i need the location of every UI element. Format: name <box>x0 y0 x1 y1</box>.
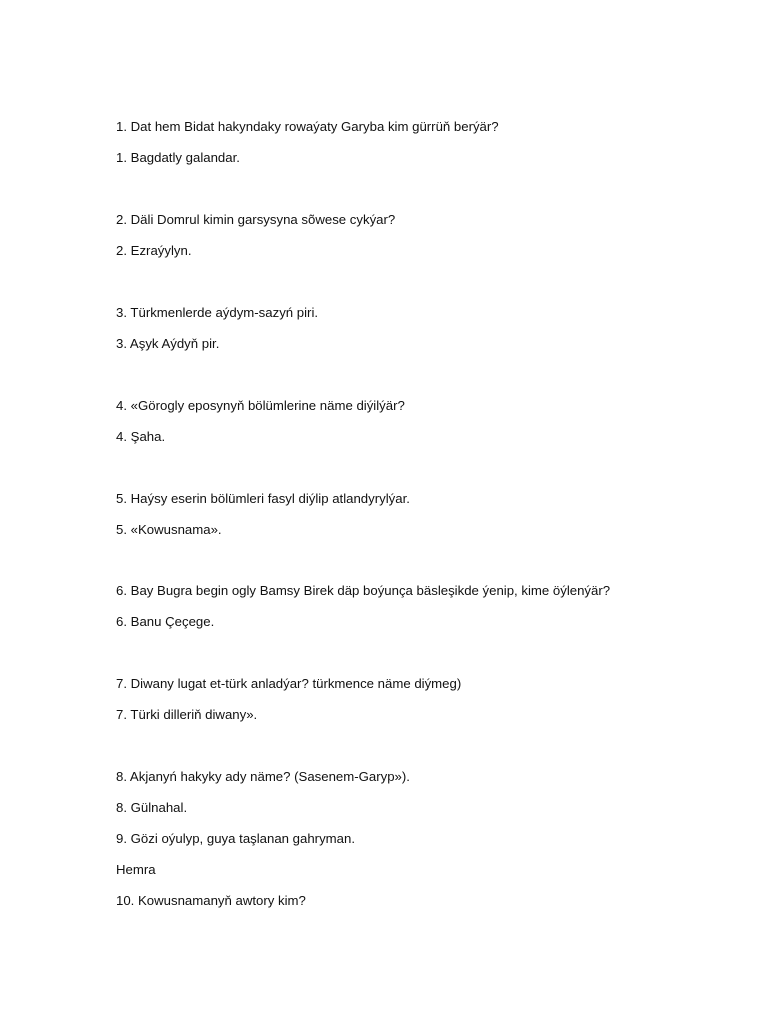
question-1: 1. Dat hem Bidat hakyndaky rowaýaty Garyba kim gürrüň berýär? <box>116 119 499 134</box>
answer-5: 5. «Kowusnama». <box>116 522 222 537</box>
answer-2: 2. Ezraýylyn. <box>116 243 192 258</box>
question-10: 10. Kowusnamanyň awtory kim? <box>116 893 306 908</box>
answer-3: 3. Aşyk Aýdyň pir. <box>116 336 220 351</box>
question-5: 5. Haýsy eserin bölümleri fasyl diýlip atlandyrylýar. <box>116 491 410 506</box>
question-2: 2. Däli Domrul kimin garsysyna sõwese cykýar? <box>116 212 396 227</box>
answer-8: 8. Gülnahal. <box>116 800 188 815</box>
answer-6: 6. Banu Çeçege. <box>116 614 215 629</box>
question-9: 9. Gözi oýulyp, guya taşlanan gahryman. <box>116 831 355 846</box>
question-6: 6. Bay Bugra begin ogly Bamsy Birek däp boýunça bäsleşikde ýenip, kime öýlenýär? <box>116 583 611 598</box>
question-7: 7. Diwany lugat et-türk anladýar? türkmence näme diýmeg) <box>116 676 462 691</box>
answer-9: Hemra <box>116 862 156 877</box>
answer-1: 1. Bagdatly galandar. <box>116 150 240 165</box>
answer-7: 7. Türki dilleriň diwany». <box>116 707 258 722</box>
question-8: 8. Akjanyń hakyky ady näme? (Sasenem-Garyp»). <box>116 769 410 784</box>
question-4: 4. «Görogly eposynyň bölümlerine näme diýilýär? <box>116 398 405 413</box>
answer-4: 4. Şaha. <box>116 429 166 444</box>
question-3: 3. Türkmenlerde aýdym-sazyń piri. <box>116 305 319 320</box>
